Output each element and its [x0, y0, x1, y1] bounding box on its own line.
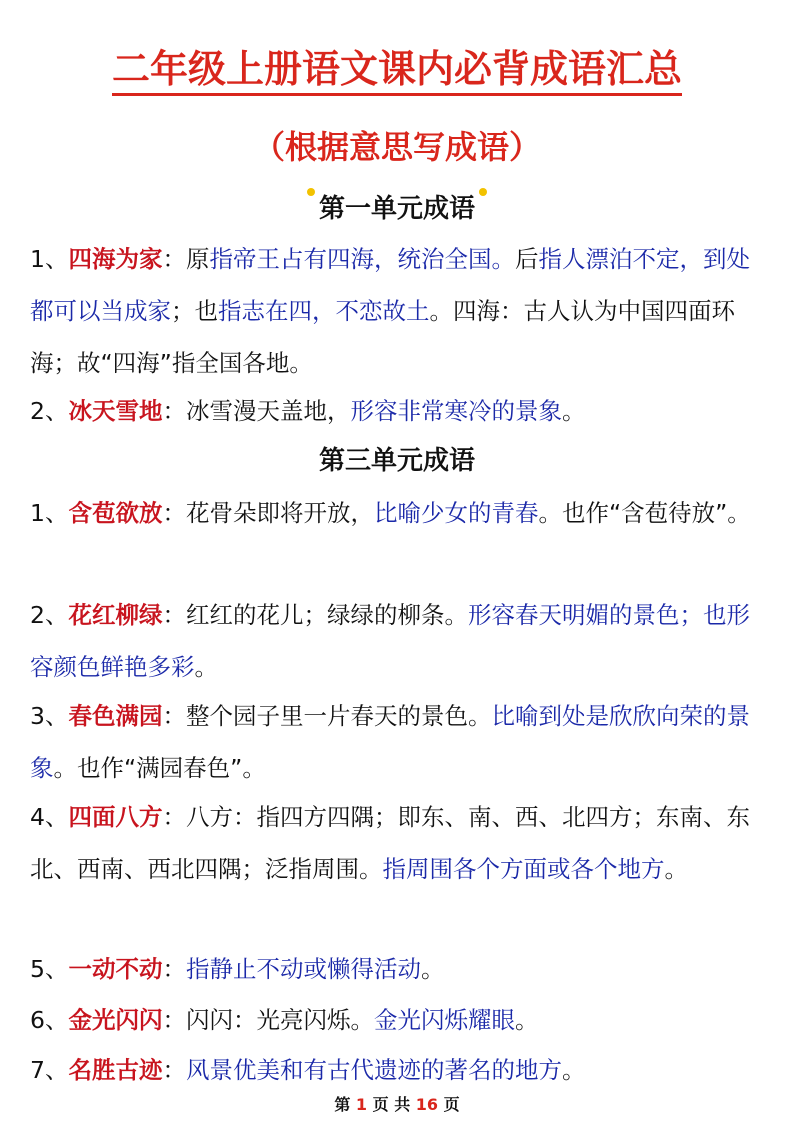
definition-part: 比喻少女的青春 — [373, 499, 539, 527]
definition-part: 。 — [561, 1056, 586, 1084]
definition-part: 指周围各个方面或各个地方 — [382, 855, 665, 883]
section-heading-unit-1: 第一单元成语 — [0, 188, 794, 225]
page-subtitle: （根据意思写成语） — [252, 128, 541, 166]
entry-number: 4、 — [30, 803, 69, 831]
definition-part: ：红红的花儿；绿绿的柳条。 — [162, 601, 468, 629]
total-page-number: 16 — [415, 1095, 439, 1114]
definition-part: 。也作“满园春色”。 — [53, 754, 266, 782]
idiom-term: 四海为家 — [68, 245, 163, 273]
definition-part: 比喻到处是欣欣向荣的景象 — [30, 702, 750, 782]
idiom-entry — [30, 1044, 770, 1096]
definition-part: 形容春天明媚的景色；也形容颜色鲜艳多彩 — [30, 601, 750, 681]
definition-part: 。 — [664, 855, 688, 883]
idiom-entry — [30, 233, 770, 389]
entry-number: 6、 — [30, 1006, 69, 1034]
idiom-term: 春色满园 — [68, 702, 163, 730]
idiom-entry — [30, 943, 770, 995]
definition-part: 金光闪烁耀眼 — [373, 1006, 515, 1034]
definition-part: ：原 — [162, 245, 210, 273]
definition-part: 形容非常寒冷的景象 — [350, 397, 562, 425]
page-footer: 第 1 页 共 16 页 — [334, 1095, 460, 1114]
definition-part: ：花骨朵即将开放， — [162, 499, 374, 527]
definition-part: ；也 — [171, 297, 218, 325]
definition-part: 。 — [420, 955, 445, 983]
definition-part: 。 — [194, 653, 218, 681]
decorative-dot-icon — [307, 188, 315, 196]
definition-part: 风景优美和有古代遗迹的著名的地方 — [185, 1056, 562, 1084]
idiom-entry — [30, 589, 770, 693]
idiom-entry — [30, 994, 770, 1046]
entry-number: 2、 — [30, 397, 69, 425]
decorative-dot-icon — [479, 188, 487, 196]
page-title: 二年级上册语文课内必背成语汇总 — [0, 38, 794, 93]
idiom-term: 名胜古迹 — [68, 1056, 163, 1084]
definition-part: 。 — [561, 397, 586, 425]
definition-part: 。也作“含苞待放”。 — [538, 499, 751, 527]
entry-number: 2、 — [30, 601, 69, 629]
definition-part: ：冰雪漫天盖地， — [162, 397, 351, 425]
idiom-entry — [30, 690, 770, 794]
idiom-term: 含苞欲放 — [68, 499, 163, 527]
idiom-term: 花红柳绿 — [68, 601, 163, 629]
section-heading-unit-3: 第三单元成语 — [318, 446, 475, 476]
definition-part: 指帝王占有四海，统治全国。 — [209, 245, 515, 273]
idiom-entry — [30, 487, 770, 539]
entry-number: 5、 — [30, 955, 69, 983]
definition-part: ：闪闪：光亮闪烁。 — [162, 1006, 374, 1034]
idiom-term: 一动不动 — [68, 955, 163, 983]
entry-number: 7、 — [30, 1056, 69, 1084]
entry-number: 3、 — [30, 702, 69, 730]
definition-part: ： — [162, 955, 186, 983]
entry-number: 1、 — [30, 499, 69, 527]
definition-part: ：整个园子里一片春天的景色。 — [162, 702, 492, 730]
definition-part: 指静止不动或懒得活动 — [185, 955, 421, 983]
current-page-number: 1 — [355, 1095, 368, 1114]
definition-part: 指人漂泊不定，到处都可以当成家 — [30, 245, 750, 325]
idiom-term: 金光闪闪 — [68, 1006, 163, 1034]
idiom-entry — [30, 385, 770, 437]
idiom-term: 冰天雪地 — [68, 397, 163, 425]
definition-part: 。 — [514, 1006, 539, 1034]
definition-part: ：八方：指四方四隅；即东、南、西、北四方；东南、东北、西南、西北四隅；泛指周围。 — [30, 803, 750, 883]
definition-part: 。四海：古人认为中国四面环海；故“四海”指全国各地。 — [30, 297, 735, 377]
entry-number: 1、 — [30, 245, 69, 273]
idiom-term: 四面八方 — [68, 803, 163, 831]
idiom-entry — [30, 791, 770, 895]
definition-part: 后 — [514, 245, 539, 273]
definition-part: 指志在四，不恋故土 — [218, 297, 430, 325]
definition-part: ： — [162, 1056, 186, 1084]
